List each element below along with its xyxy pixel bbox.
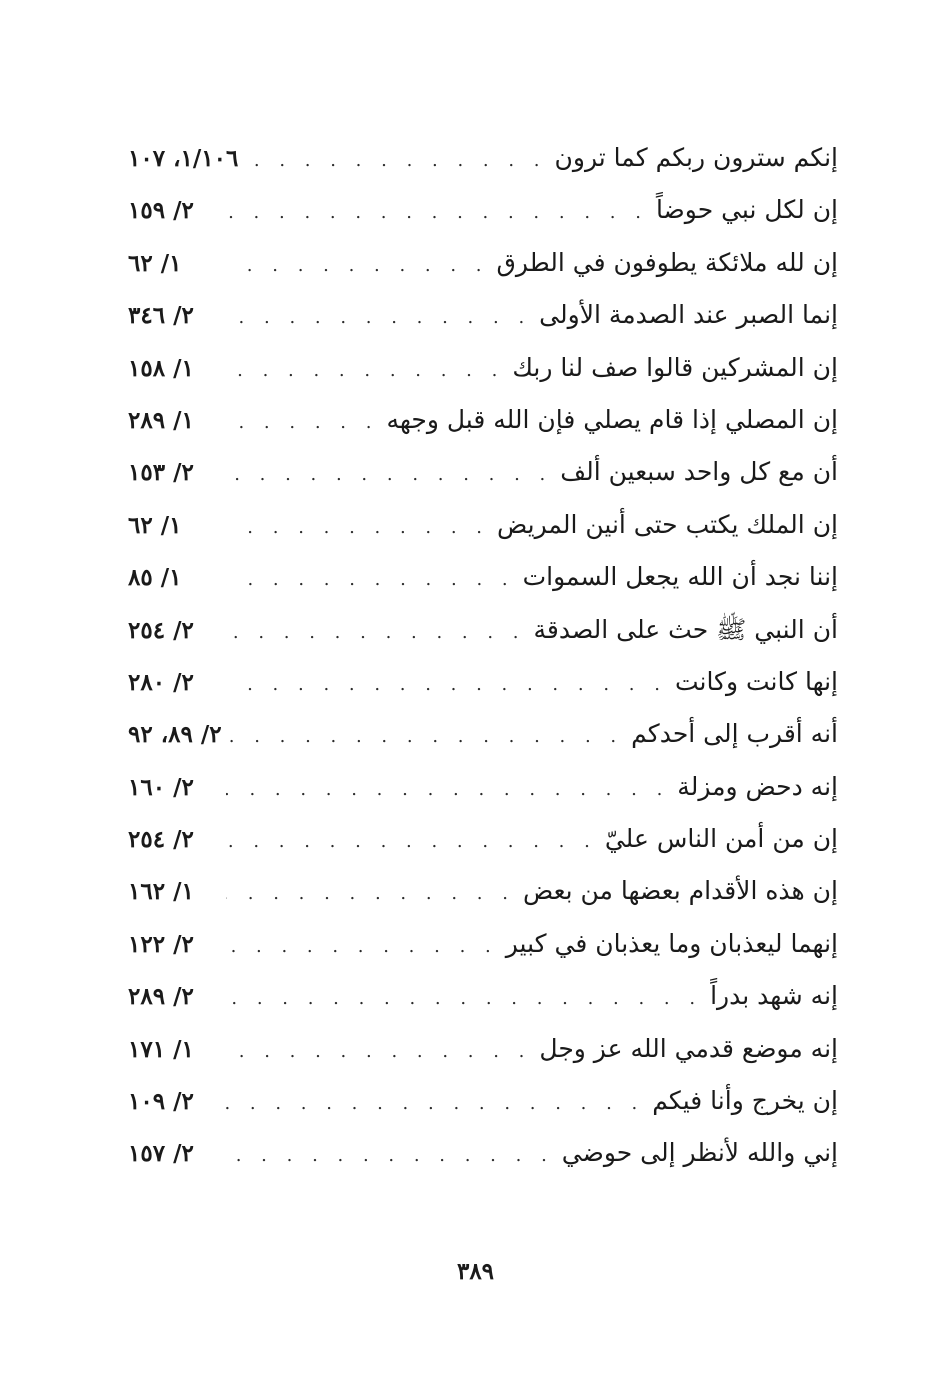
entry-reference: ١/ ٦٢: [128, 511, 182, 539]
entry-reference: ٢/ ٨٩، ٩٢: [128, 721, 222, 749]
entry-text: أنه أقرب إلى أحدكم: [631, 719, 838, 749]
entry-text: إن يخرج وأنا فيكم: [652, 1086, 838, 1116]
index-entry: [128, 813, 838, 865]
entry-reference: ٢/ ١٢٢: [128, 930, 194, 958]
index-entry: [128, 708, 838, 760]
entry-text: إن المصلي إذا قام يصلي فإن الله قبل وجهه: [386, 404, 838, 434]
leader-dots: [226, 764, 669, 813]
leader-dots: [226, 292, 531, 341]
index-entry: [128, 237, 838, 289]
leader-dots: [226, 187, 648, 236]
hadith-index-list: [128, 132, 838, 1180]
entry-reference: ٢/ ١٦٠: [128, 773, 194, 801]
index-entry: [128, 1075, 838, 1127]
leader-dots: [226, 449, 552, 498]
entry-text: أن مع كل واحد سبعين ألف: [560, 457, 838, 487]
entry-text: إن لكل نبي حوضاً: [655, 195, 838, 225]
entry-reference: ١/ ١٥٨: [128, 354, 194, 382]
entry-text: إنما الصبر عند الصدمة الأولى: [539, 300, 838, 330]
entry-text: إن هذه الأقدام بعضها من بعض: [522, 876, 838, 906]
entry-reference: ٢/ ١٥٣: [128, 459, 194, 487]
index-entry: [128, 656, 838, 708]
index-entry: [128, 865, 838, 917]
leader-dots: [226, 816, 597, 865]
leader-dots: [226, 659, 667, 708]
index-entry: [128, 446, 838, 498]
index-entry: [128, 551, 838, 603]
entry-text: أن النبي ﷺ حث على الصدقة: [533, 614, 838, 644]
index-entry: [128, 342, 838, 394]
leader-dots: [226, 607, 526, 656]
entry-reference: ٢/ ١٠٩: [128, 1088, 194, 1116]
leader-dots: [226, 921, 498, 970]
entry-reference: ١/ ٦٢: [128, 249, 182, 277]
leader-dots: [226, 345, 504, 394]
entry-text: إنها كانت وكانت: [674, 666, 838, 696]
entry-text: إنه موضع قدمي الله عز وجل: [539, 1033, 838, 1063]
entry-text: إنكم سترون ربكم كما ترون: [554, 143, 838, 172]
index-entry: [128, 970, 838, 1022]
leader-dots: [226, 868, 515, 917]
index-entry: [128, 1127, 838, 1179]
index-entry: [128, 394, 838, 446]
entry-reference: ٢/ ١٥٧: [128, 1140, 194, 1168]
index-entry: [128, 499, 838, 551]
leader-dots: [246, 135, 546, 184]
entry-text: إنه دحض ومزلة: [677, 771, 838, 801]
entry-reference: ٢/ ١٥٩: [128, 197, 194, 225]
leader-dots: [226, 554, 515, 603]
entry-text: إننا نجد أن الله يجعل السموات: [522, 562, 838, 592]
entry-text: إن الملك يكتب حتى أنين المريض: [497, 509, 838, 539]
entry-reference: ١/ ١٦٢: [128, 878, 194, 906]
entry-text: إني والله لأنظر إلى حوضي: [561, 1138, 838, 1168]
leader-dots: [226, 240, 489, 289]
entry-text: إنهما ليعذبان وما يعذبان في كبير: [505, 928, 838, 958]
entry-text: إنه شهد بدراً: [710, 981, 838, 1011]
entry-reference: ٢/ ٢٥٤: [128, 616, 194, 644]
entry-reference: ١/ ١٧١: [128, 1035, 194, 1063]
index-entry: [128, 132, 838, 184]
index-entry: [128, 184, 838, 236]
page-number: ٣٨٩: [456, 1258, 495, 1285]
leader-dots: [226, 397, 378, 446]
entry-reference: ١/ ٨٥: [128, 564, 182, 592]
leader-dots: [230, 711, 624, 760]
leader-dots: [226, 502, 489, 551]
index-entry: [128, 918, 838, 970]
leader-dots: [226, 973, 702, 1022]
entry-reference: ١/ ٢٨٩: [128, 406, 194, 434]
index-entry: [128, 604, 838, 656]
entry-reference: ٢/ ٣٤٦: [128, 302, 194, 330]
entry-reference: ٢/ ٢٨٩: [128, 983, 194, 1011]
leader-dots: [226, 1026, 531, 1075]
entry-text: إن المشركين قالوا صف لنا ربك: [512, 352, 838, 382]
index-entry: [128, 1023, 838, 1075]
entry-text: إن لله ملائكة يطوفون في الطرق: [496, 247, 838, 277]
entry-reference: ٢/ ٢٨٠: [128, 668, 194, 696]
entry-text: إن من أمن الناس عليّ: [604, 824, 838, 854]
index-entry: [128, 289, 838, 341]
entry-reference: ١/١٠٦، ١٠٧: [128, 145, 239, 172]
leader-dots: [226, 1078, 644, 1127]
index-entry: [128, 761, 838, 813]
entry-reference: ٢/ ٢٥٤: [128, 826, 194, 854]
leader-dots: [226, 1130, 554, 1179]
